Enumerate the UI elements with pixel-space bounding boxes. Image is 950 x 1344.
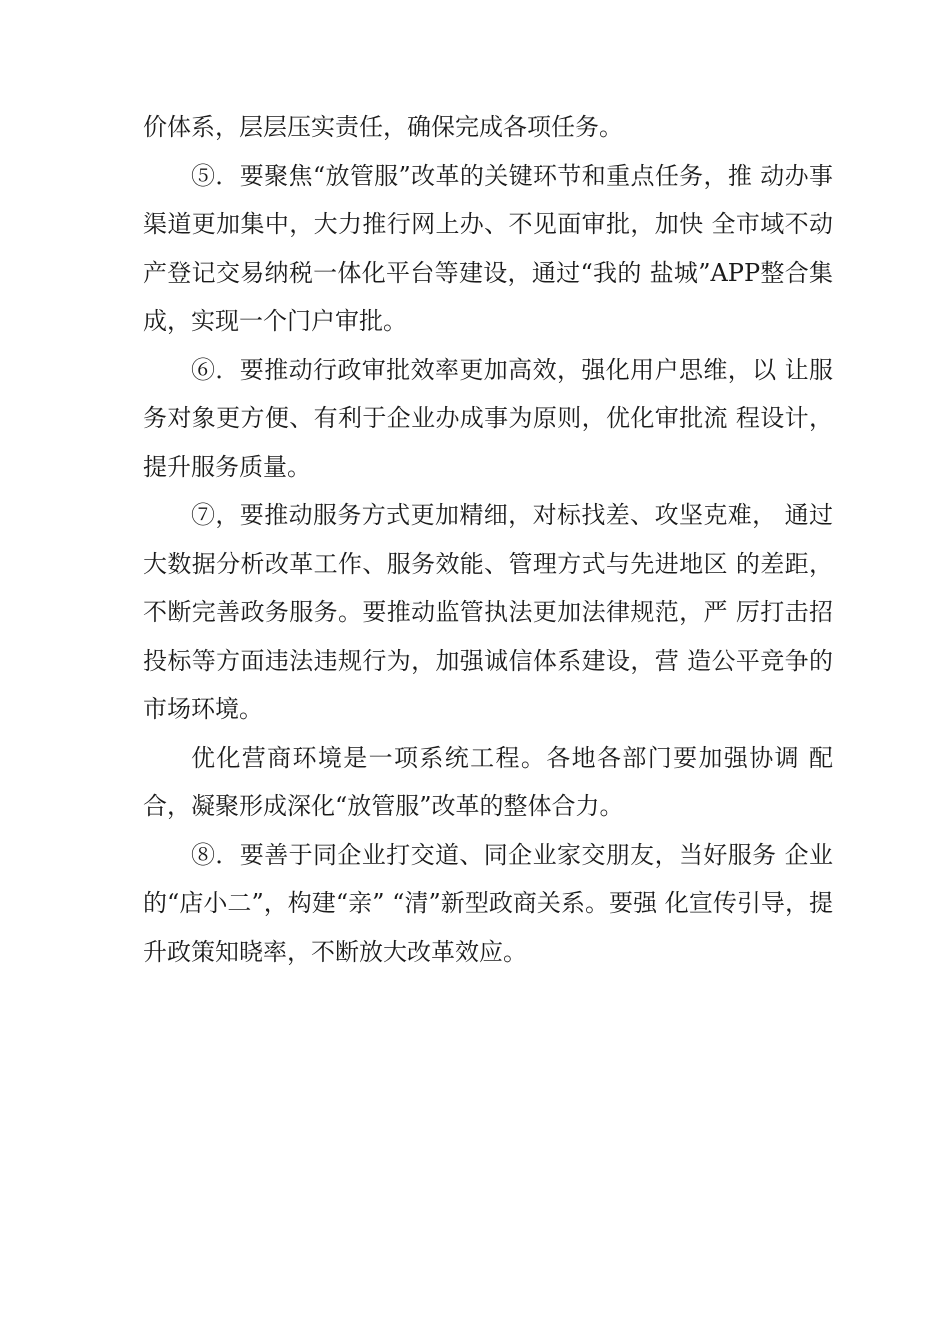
paragraph-summary: 优化营商环境是一项系统工程。各地各部门要加强协调 配合，凝聚形成深化“放管服”改革的整体合力。 [143, 743, 833, 820]
document-body [143, 103, 833, 976]
paragraph-continuation: 价体系，层层压实责任，确保完成各项任务。 [143, 113, 623, 141]
paragraph-item-7: ⑦，要推动服务方式更加精细，对标找差、攻坚克难， 通过大数据分析改革工作、服务效能、管理方式与先进地区 的差距，不断完善政务服务。要推动监管执法更加法律规范，严 厉打击招投标等方面违法违规行为，加强诚信体系建设，营 造公平竞争的市场环境。 [143, 501, 833, 723]
paragraph-item-8: ⑧．要善于同企业打交道、同企业家交朋友，当好服务 企业的“店小二”，构建“亲” “清”新型政商关系。要强 化宣传引导，提升政策知晓率，不断放大改革效应。 [143, 840, 833, 966]
paragraph-item-5: ⑤．要聚焦“放管服”改革的关键环节和重点任务，推 动办事渠道更加集中，大力推行网上办、不见面审批，加快 全市域不动产登记交易纳税一体化平台等建设，通过“我的 盐城”APP整合集成，实现一个门户审批。 [143, 161, 833, 335]
paragraph-item-6: ⑥．要推动行政审批效率更加高效，强化用户思维，以 让服务对象更方便、有利于企业办成事为原则，优化审批流 程设计，提升服务质量。 [143, 355, 833, 481]
